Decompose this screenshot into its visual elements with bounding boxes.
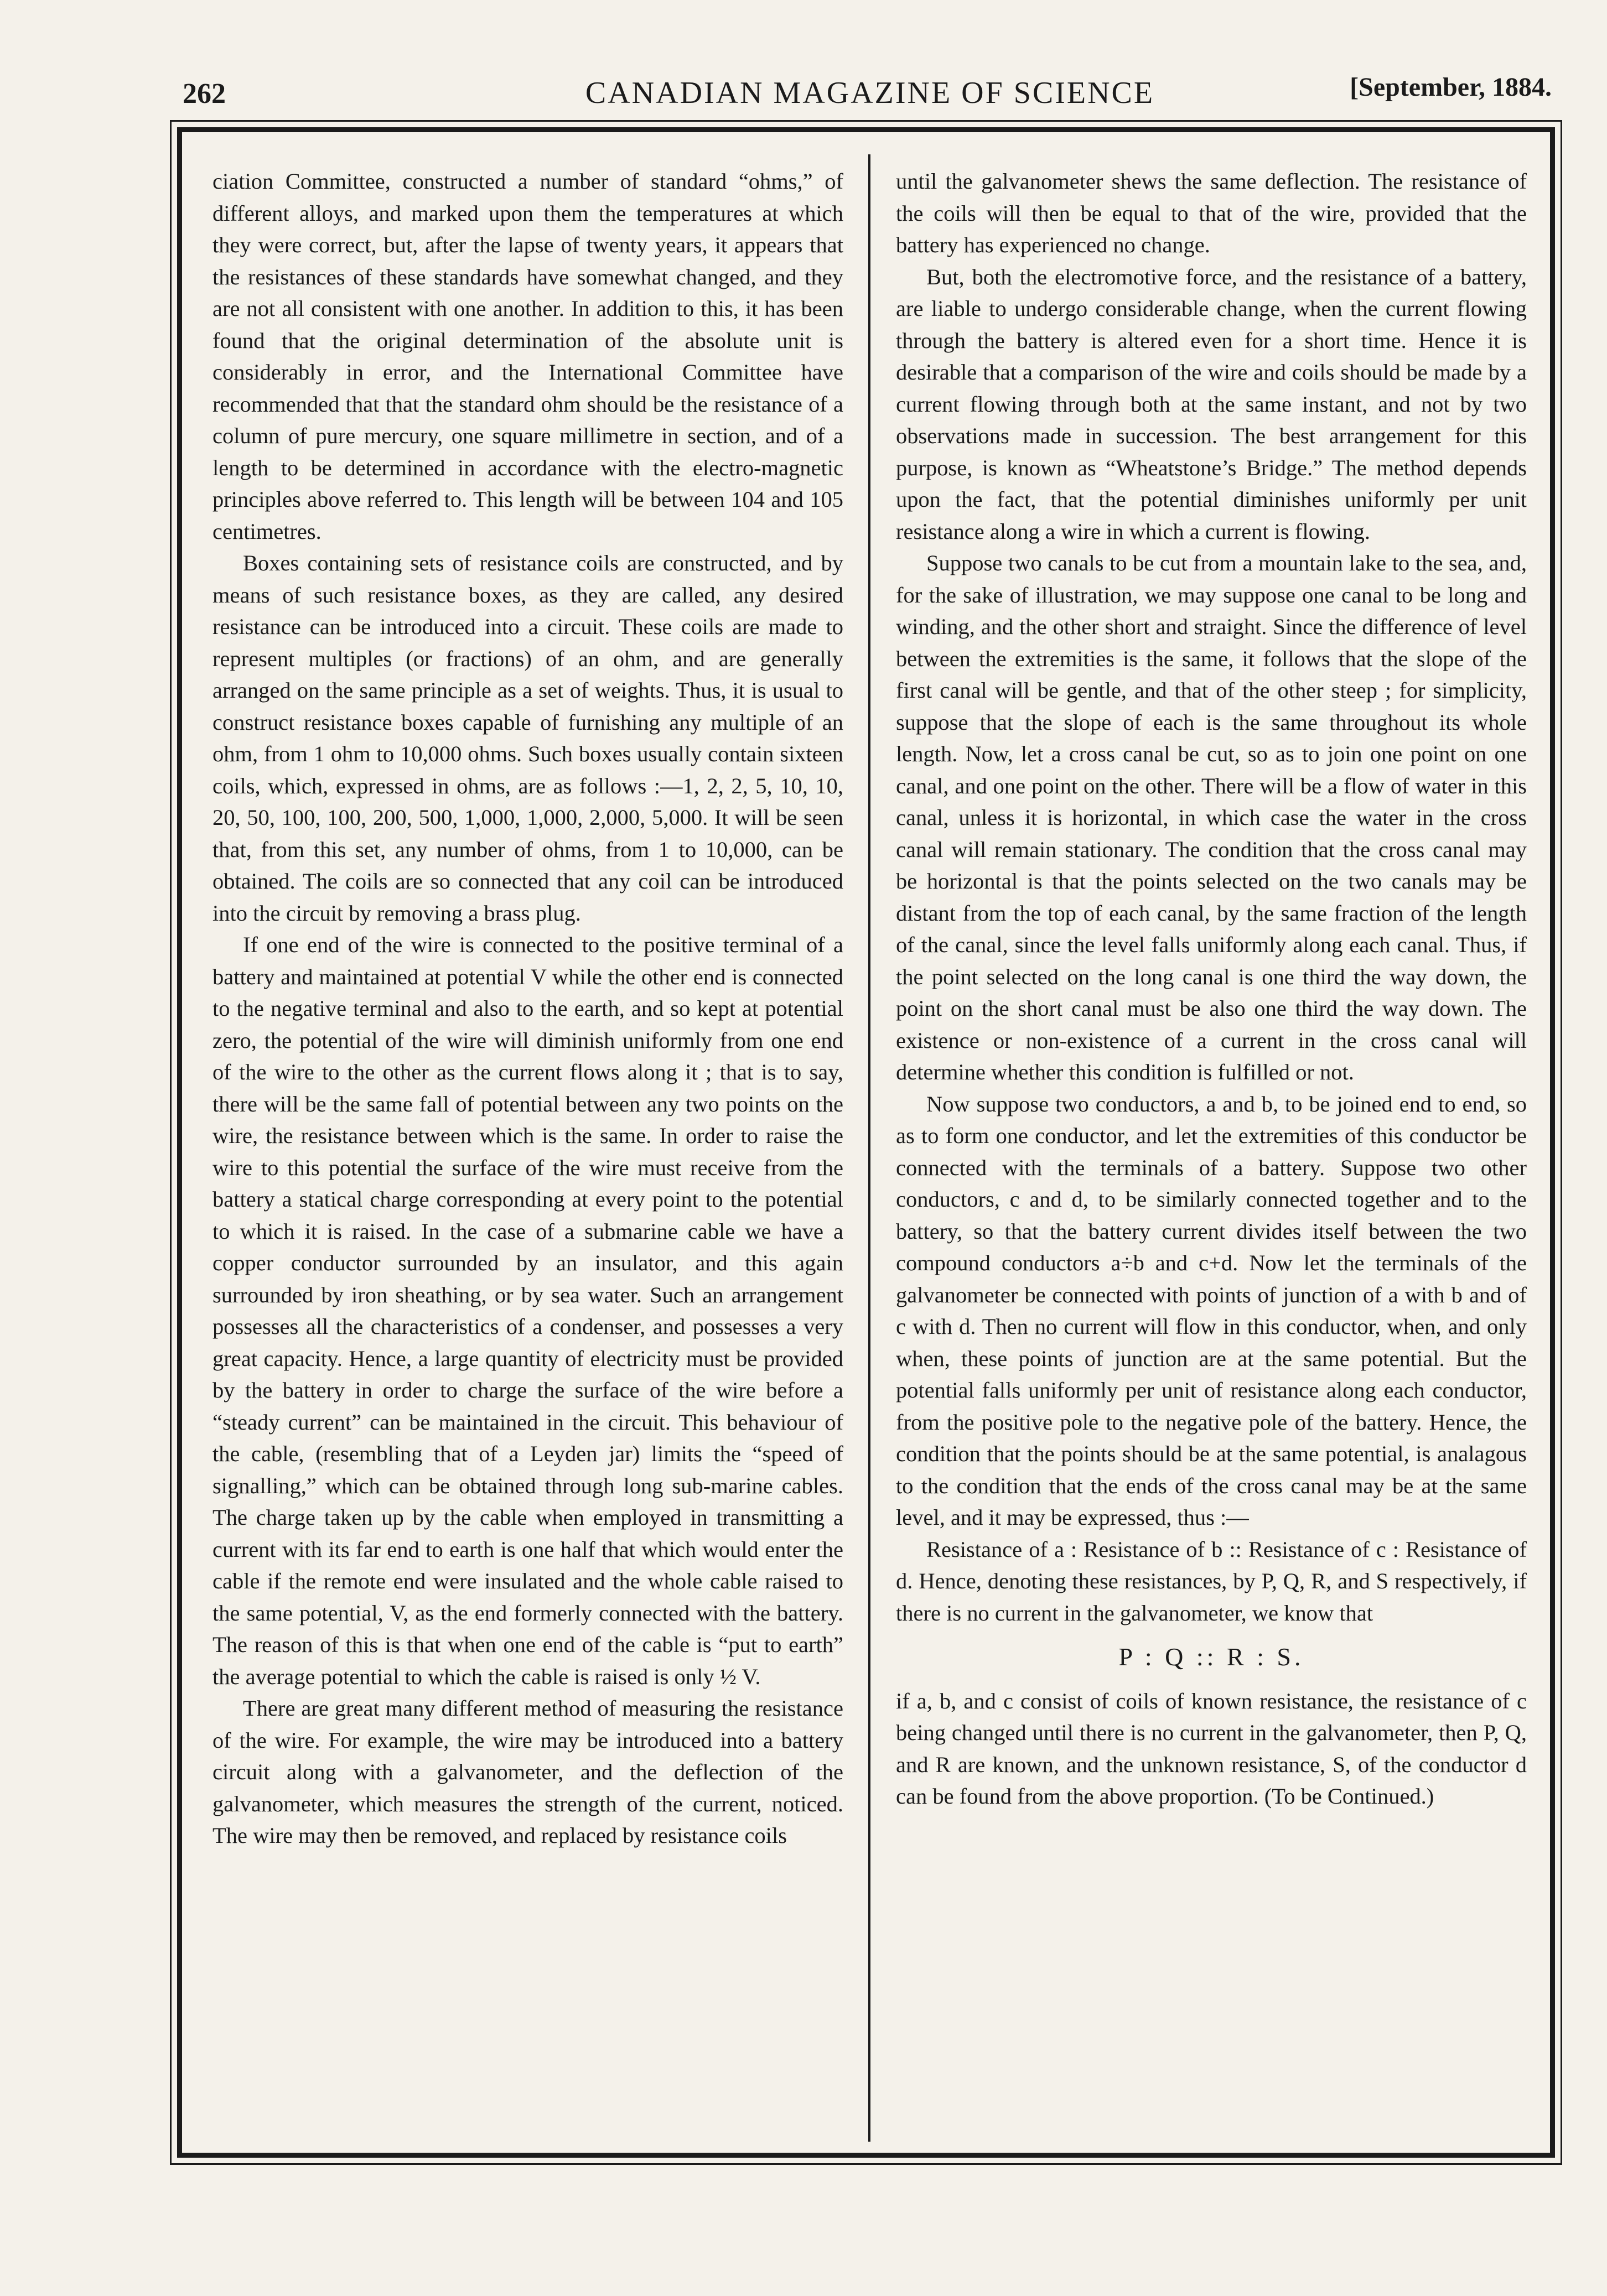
page-header bbox=[166, 55, 1574, 116]
paragraph: Boxes containing sets of resistance coils are constructed, and by means of such resistance boxes, as they are called, any desired resistance can be introduced into a circuit. These coils are made to represent multiples (or fractions) of an ohm, and are generally arranged on the same principle as a set of weights. Thus, it is usual to construct resistance boxes capable of furnishing any multiple of an ohm, from 1 ohm to 10,000 ohms. Such boxes usually contain sixteen coils, which, expressed in ohms, are as follows :—1, 2, 2, 5, 10, 10, 20, 50, 100, 100, 200, 500, 1,000, 1,000, 2,000, 5,000. It will be seen that, from this set, any number of ohms, from 1 to 10,000, can be obtained. The coils are so connected that any coil can be introduced into the circuit by removing a brass plug. bbox=[212, 550, 843, 926]
paragraph: ciation Committee, constructed a number of standard “ohms,” of different alloys, and marked upon them the temperatures at which they were correct, but, after the lapse of twenty years, it appears that the resistances of these standards have somewhat changed, and they are not all consistent with one another. In addition to this, it has been found that the original determination of the absolute unit is considerably in error, and the International Committee have recommended that that the standard ohm should be the resistance of a column of pure mercury, one square millimetre in section, and of a length to be determined in accordance with the electro-magnetic principles above referred to. This length will be between 104 and 105 centimetres. bbox=[212, 169, 843, 544]
left-column bbox=[212, 165, 843, 2131]
proportion-formula: P : Q :: R : S. bbox=[1118, 1643, 1304, 1671]
paragraph: if a, b, and c consist of coils of known resistance, the resistance of c being changed until there is no current in the galvanometer, then P, Q, and R are known, and the unknown resistance, S, of the conductor d can be found from the above proportion. (To be Continued.) bbox=[896, 1688, 1527, 1809]
paragraph: until the galvanometer shews the same deflection. The resistance of the coils will then be equal to that of the wire, provided that the battery has experienced no change. bbox=[896, 169, 1527, 257]
issue-date: [September, 1884. bbox=[1350, 72, 1552, 102]
page-number: 262 bbox=[183, 78, 226, 110]
right-column bbox=[896, 165, 1527, 2131]
paragraph: Now suppose two conductors, a and b, to be joined end to end, so as to form one conductor, and let the extremities of this conductor be connected with the terminals of a battery. Suppose two other conductors, c and d, to be similarly connected together and to the battery, so that the battery current divides itself between the two compound conductors a÷b and c+d. Now let the terminals of the galvanometer be connected with points of junction of a with b and of c with d. Then no current will flow in this conductor, when, and only when, these points of junction are at the same potential. But the potential falls uniformly per unit of resistance along each conductor, from the positive pole to the negative pole of the battery. Hence, the condition that the points should be at the same potential, is analagous to the condition that the ends of the cross canal may be at the same level, and it may be expressed, thus :— bbox=[896, 1091, 1527, 1530]
paragraph: Suppose two canals to be cut from a mountain lake to the sea, and, for the sake of illustration, we may suppose one canal to be long and winding, and the other short and straight. Since the difference of level between the extremities is the same, it follows that the slope of the first canal will be gentle, and that of the other steep ; for simplicity, suppose that the slope of each is the same throughout its whole length. Now, let a cross canal be cut, so as to join one point on one canal, and one point on the other. There will be a flow of water in this canal, unless it is horizontal, in which case the water in the cross canal will remain stationary. The condition that the cross canal may be horizontal is that the points selected on the two canals may be distant from the top of each canal, by the same fraction of the length of the canal, since the level falls uniformly along each canal. Thus, if the point selected on the long canal is one third the way down, the point on the short canal must be also one third the way down. The existence or non-existence of a current in the cross canal will determine whether this condition is fulfilled or not. bbox=[896, 550, 1527, 1084]
running-title: CANADIAN MAGAZINE OF SCIENCE bbox=[585, 76, 1155, 110]
paragraph: Resistance of a : Resistance of b :: Resistance of c : Resistance of d. Hence, denoting these resistances, by P, Q, R, and S respectively, if there is no current in the galvanometer, we know that bbox=[896, 1536, 1527, 1625]
paragraph: There are great many different method of measuring the resistance of the wire. For example, the wire may be introduced into a battery circuit along with a galvanometer, and the deflection of the galvanometer, which measures the strength of the current, noticed. The wire may then be removed, and replaced by resistance coils bbox=[212, 1696, 843, 1848]
column-divider bbox=[868, 154, 870, 2142]
article-frame bbox=[177, 127, 1555, 2158]
paragraph: If one end of the wire is connected to the positive terminal of a battery and maintained at potential V while the other end is connected to the negative terminal and also to the earth, and so kept at potential zero, the potential of the wire will diminish uniformly from one end of the wire to the other as the current flows along it ; that is to say, there will be the same fall of potential between any two points on the wire, the resistance between which is the same. In order to raise the wire to this potential the surface of the wire must receive from the battery a statical charge corresponding at every point to the potential to which it is raised. In the case of a submarine cable we have a copper conductor surrounded by an insulator, and this again surrounded by iron sheathing, or by sea water. Such an arrangement possesses all the characteristics of a condenser, and possesses a very great capacity. Hence, a large quantity of electricity must be provided by the battery in order to charge the surface of the wire before a “steady current” can be maintained in the circuit. This behaviour of the cable, (resembling that of a Leyden jar) limits the “speed of signalling,” which can be obtained through long sub-marine cables. The charge taken up by the cable when employed in transmitting a current with its far end to earth is one half that which would enter the cable if the remote end were insulated and the whole cable raised to the same potential, V, as the end formerly connected with the battery. The reason of this is that when one end of the cable is “put to earth” the average potential to which the cable is raised is only ½ V. bbox=[212, 932, 843, 1689]
paragraph: But, both the electromotive force, and the resistance of a battery, are liable to undergo considerable change, when the current flowing through the battery is altered even for a short time. Hence it is desirable that a comparison of the wire and coils should be made by a current flowing through both at the same instant, and not by two observations made in succession. The best arrangement for this purpose, is known as “Wheatstone’s Bridge.” The method depends upon the fact, that the potential diminishes uniformly per unit resistance along a wire in which a current is flowing. bbox=[896, 264, 1527, 544]
